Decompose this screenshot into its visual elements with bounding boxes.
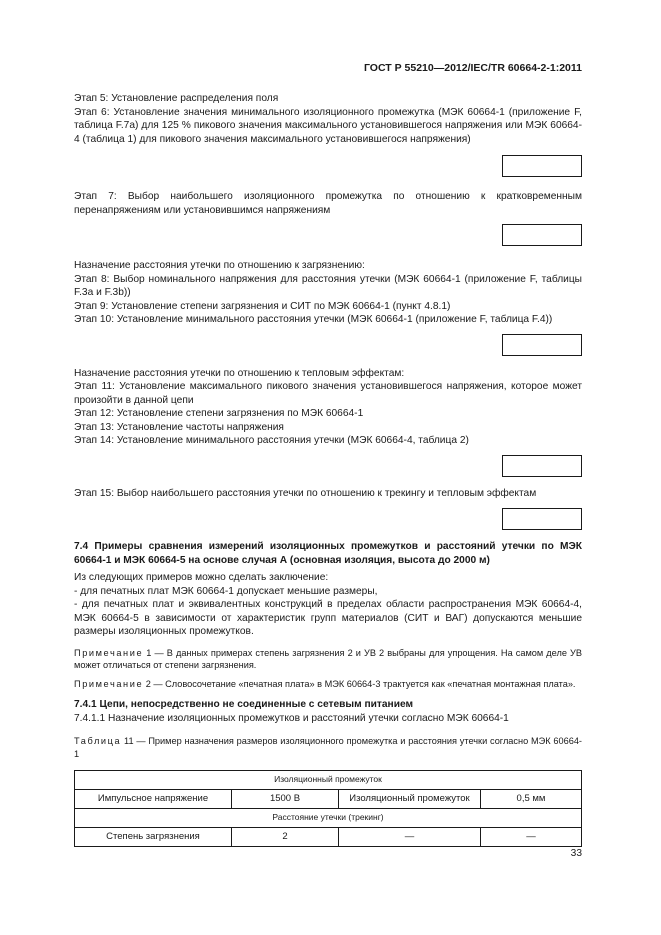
stage-6: Этап 6: Установление значения минимального изоляционного промежутка (МЭК 60664-1 (приложение F, таблица F.7a) для 125 % пикового значения максимального установившегося напряжения или МЭК 60664-4 (таблица 1) для пикового значения максимального установившегося напряжения) — [74, 106, 582, 145]
table-11 — [74, 770, 582, 847]
stage-12: Этап 12: Установление степени загрязнения по МЭК 60664-1 — [74, 408, 364, 419]
answer-box-stage-7 — [502, 224, 582, 246]
answer-box-stage-15 — [502, 508, 582, 530]
table-cell: Импульсное напряжение — [75, 790, 232, 809]
note-1-label: Примечание — [74, 647, 144, 658]
note-2-label: Примечание — [74, 678, 144, 689]
clearance-header-cell: Изоляционный промежуток — [75, 771, 582, 790]
note-1-text: 1 — В данных примерах степень загрязнения 2 и УВ 2 выбраны для упрощения. На самом деле УВ может отличаться от степени загрязнения. — [74, 647, 582, 670]
table-cell: 0,5 мм — [481, 790, 582, 809]
note-2 — [74, 678, 582, 691]
table-cell: 1500 В — [232, 790, 339, 809]
stage-14: Этап 14: Установление минимального расстояния утечки (МЭК 60664-4, таблица 2) — [74, 435, 469, 446]
stage-10: Этап 10: Установление минимального расстояния утечки (МЭК 60664-1 (приложение F, таблица F.4)) — [74, 314, 553, 325]
page-content — [74, 92, 582, 847]
note-2-text: 2 — Словосочетание «печатная плата» в МЭК 60664-3 трактуется как «печатная монтажная плата». — [143, 678, 576, 689]
table-row — [75, 828, 582, 847]
table-row — [75, 809, 582, 828]
table-row — [75, 790, 582, 809]
table-cell: Степень загрязнения — [75, 828, 232, 847]
table-cell: — — [481, 828, 582, 847]
stage-5: Этап 5: Установление распределения поля — [74, 93, 279, 104]
table-cell: — — [339, 828, 481, 847]
answer-box-stage-10 — [502, 334, 582, 356]
table-11-caption-label: Таблица — [74, 736, 122, 746]
table-cell: 2 — [232, 828, 339, 847]
section-7-4-1-title: 7.4.1 Цепи, непосредственно не соединенные с сетевым питанием — [74, 699, 414, 710]
section-7-4-item-1: - для печатных плат МЭК 60664-1 допускает меньшие размеры, — [74, 585, 378, 597]
table-11-caption-text: 11 — Пример назначения размеров изоляционного промежутка и расстояния утечки согласно МЭК 60664-1 — [74, 736, 582, 759]
page-number: 33 — [570, 848, 582, 859]
stage-8: Этап 8: Выбор номинального напряжения для расстояния утечки (МЭК 60664-1 (приложение F, таблицы F.3a и F.3b)) — [74, 273, 582, 298]
section-7-4-item-2: - для печатных плат и эквивалентных конструкций в пределах области распространения МЭК 60664-4, МЭК 60664-5 в зависимости от характеристик групп материалов (СИТ и ВАГ) допускаются меньшие размеры изоляционных промежутков. — [74, 599, 582, 637]
leak-thermal-title: Назначение расстояния утечки по отношению к тепловым эффектам: — [74, 367, 405, 379]
section-7-4-title: 7.4 Примеры сравнения измерений изоляционных промежутков и расстояний утечки по МЭК 60664-1 и МЭК 60664-5 на основе случая А (основная изоляция, высота до 2000 м) — [74, 541, 582, 566]
note-1 — [74, 647, 582, 672]
creepage-header-cell: Расстояние утечки (трекинг) — [75, 809, 582, 828]
answer-box-stage-14 — [502, 455, 582, 477]
section-7-4-intro: Из следующих примеров можно сделать заключение: — [74, 572, 329, 583]
stage-13: Этап 13: Установление частоты напряжения — [74, 421, 284, 433]
page-header: ГОСТ Р 55210—2012/IEC/TR 60664-2-1:2011 — [363, 62, 582, 74]
stage-9: Этап 9: Установление степени загрязнения и СИТ по МЭК 60664-1 (пункт 4.8.1) — [74, 300, 451, 312]
stage-15: Этап 15: Выбор наибольшего расстояния утечки по отношению к трекингу и тепловым эффектам — [74, 487, 537, 499]
section-7-4-1-1-title: 7.4.1.1 Назначение изоляционных промежутков и расстояний утечки согласно МЭК 60664-1 — [74, 712, 509, 724]
table-cell: Изоляционный промежуток — [339, 790, 481, 809]
answer-box-stage-6 — [502, 155, 582, 177]
leak-pollution-title: Назначение расстояния утечки по отношению к загрязнению: — [74, 260, 365, 271]
table-row — [75, 771, 582, 790]
stage-7: Этап 7: Выбор наибольшего изоляционного промежутка по отношению к кратковременным перенапряжениям или установившимся напряжениям — [74, 191, 582, 216]
table-11-caption — [74, 735, 582, 760]
stage-11: Этап 11: Установление максимального пикового значения установившегося напряжения, которое может произойти в данной цепи — [74, 381, 582, 406]
